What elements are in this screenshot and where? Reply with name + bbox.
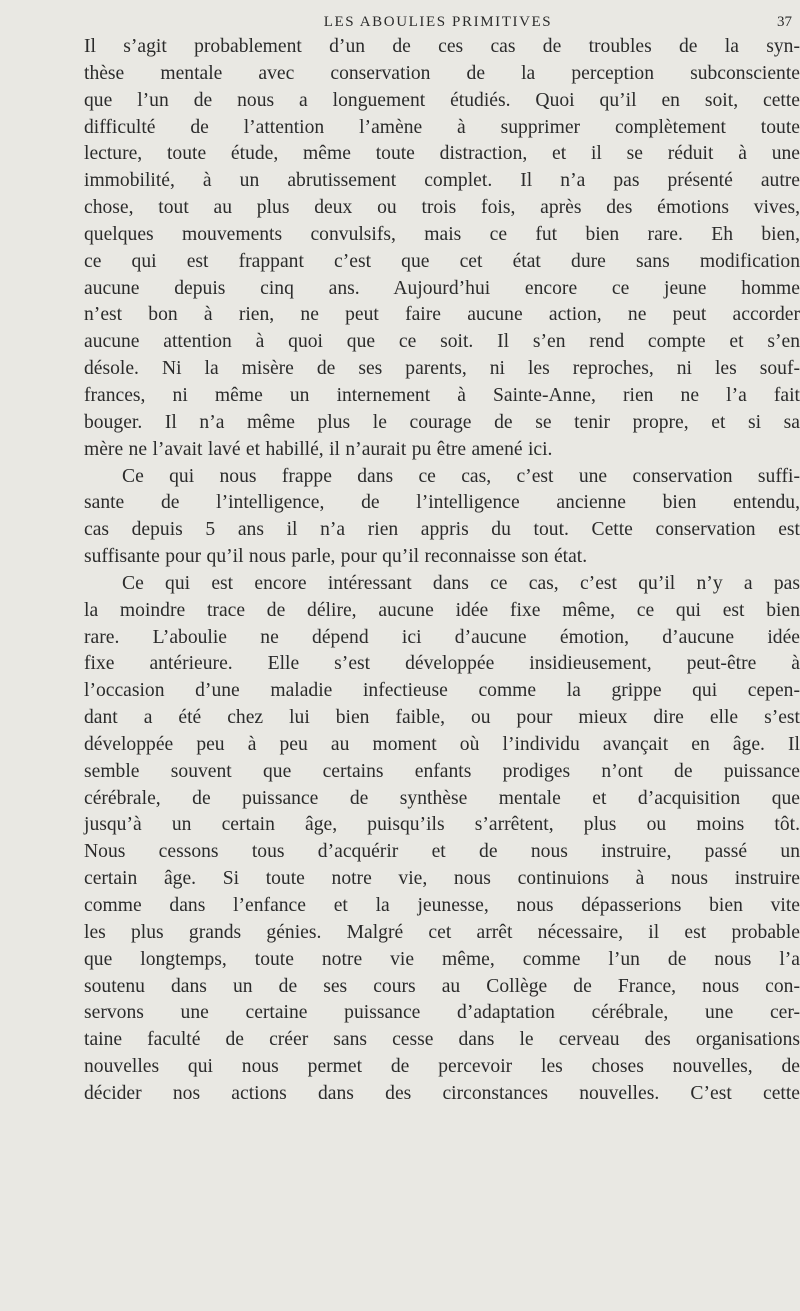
text-line: lecture, toute étude, même toute distraction, et il se réduit à une bbox=[84, 143, 800, 165]
text-line: aucune attention à quoi que ce soit. Il s’en rend compte et s’en bbox=[84, 331, 800, 353]
text-line: fixe antérieure. Elle s’est développée insidieusement, peut-être à bbox=[84, 653, 800, 675]
text-line: suffisante pour qu’il nous parle, pour qu’il reconnaisse son état. bbox=[84, 546, 588, 568]
text-line: cas depuis 5 ans il n’a rien appris du tout. Cette conservation est bbox=[84, 519, 800, 541]
text-line: semble souvent que certains enfants prodiges n’ont de puissance bbox=[84, 760, 800, 782]
text-line: nouvelles qui nous permet de percevoir les choses nouvelles, de bbox=[84, 1056, 800, 1078]
text-line: ce qui est frappant c’est que cet état dure sans modification bbox=[84, 250, 800, 272]
text-line: quelques mouvements convulsifs, mais ce fut bien rare. Eh bien, bbox=[84, 223, 800, 245]
text-line: immobilité, à un abrutissement complet. Il n’a pas présenté autre bbox=[84, 170, 800, 192]
page-number: 37 bbox=[777, 14, 792, 30]
running-title: LES ABOULIES PRIMITIVES bbox=[323, 14, 553, 30]
text-line: que longtemps, toute notre vie même, comme l’un de nous l’a bbox=[84, 948, 800, 970]
body-text bbox=[84, 34, 800, 1108]
text-line: l’occasion d’une maladie infectieuse comme la grippe qui cepen- bbox=[84, 680, 800, 702]
text-line: cérébrale, de puissance de synthèse mentale et d’acquisition que bbox=[84, 787, 800, 809]
text-line: Ce qui nous frappe dans ce cas, c’est une conservation suffi- bbox=[122, 465, 800, 487]
text-line: décider nos actions dans des circonstances nouvelles. C’est cette bbox=[84, 1082, 800, 1104]
text-line: jusqu’à un certain âge, puisqu’ils s’arrêtent, plus ou moins tôt. bbox=[84, 814, 800, 836]
text-line: que l’un de nous a longuement étudiés. Quoi qu’il en soit, cette bbox=[84, 89, 800, 111]
text-line: sante de l’intelligence, de l’intelligence ancienne bien entendu, bbox=[84, 492, 800, 514]
text-line: chose, tout au plus deux ou trois fois, après des émotions vives, bbox=[84, 197, 800, 219]
text-line: mère ne l’avait lavé et habillé, il n’aurait pu être amené ici. bbox=[84, 438, 553, 460]
text-line: aucune depuis cinq ans. Aujourd’hui encore ce jeune homme bbox=[84, 277, 800, 299]
text-line: bouger. Il n’a même plus le courage de se tenir propre, et si sa bbox=[84, 411, 800, 433]
text-line: thèse mentale avec conservation de la perception subconsciente bbox=[84, 62, 800, 84]
text-line: n’est bon à rien, ne peut faire aucune action, ne peut accorder bbox=[84, 304, 800, 326]
text-line: Ce qui est encore intéressant dans ce cas, c’est qu’il n’y a pas bbox=[122, 572, 800, 594]
text-line: frances, ni même un internement à Sainte-Anne, rien ne l’a fait bbox=[84, 384, 800, 406]
text-line: désole. Ni la misère de ses parents, ni les reproches, ni les souf- bbox=[84, 358, 800, 380]
text-line: rare. L’aboulie ne dépend ici d’aucune émotion, d’aucune idée bbox=[84, 626, 800, 648]
text-line: Il s’agit probablement d’un de ces cas de troubles de la syn- bbox=[84, 36, 800, 57]
text-line: comme dans l’enfance et la jeunesse, nous dépasserions bien vite bbox=[84, 895, 800, 916]
text-line: certain âge. Si toute notre vie, nous continuions à nous instruire bbox=[84, 868, 800, 890]
text-line: les plus grands génies. Malgré cet arrêt nécessaire, il est probable bbox=[84, 921, 800, 943]
text-line: développée peu à peu au moment où l’individu avançait en âge. Il bbox=[84, 733, 800, 755]
text-line: servons une certaine puissance d’adaptation cérébrale, une cer- bbox=[84, 1002, 800, 1024]
running-head bbox=[84, 12, 792, 34]
text-line: soutenu dans un de ses cours au Collège de France, nous con- bbox=[84, 975, 800, 997]
text-line: Nous cessons tous d’acquérir et de nous instruire, passé un bbox=[84, 841, 800, 863]
text-line: difficulté de l’attention l’amène à supprimer complètement toute bbox=[84, 116, 800, 138]
text-line: la moindre trace de délire, aucune idée fixe même, ce qui est bien bbox=[84, 599, 800, 621]
text-line: dant a été chez lui bien faible, ou pour mieux dire elle s’est bbox=[84, 707, 800, 729]
text-line: taine faculté de créer sans cesse dans le cerveau des organisations bbox=[84, 1029, 800, 1051]
